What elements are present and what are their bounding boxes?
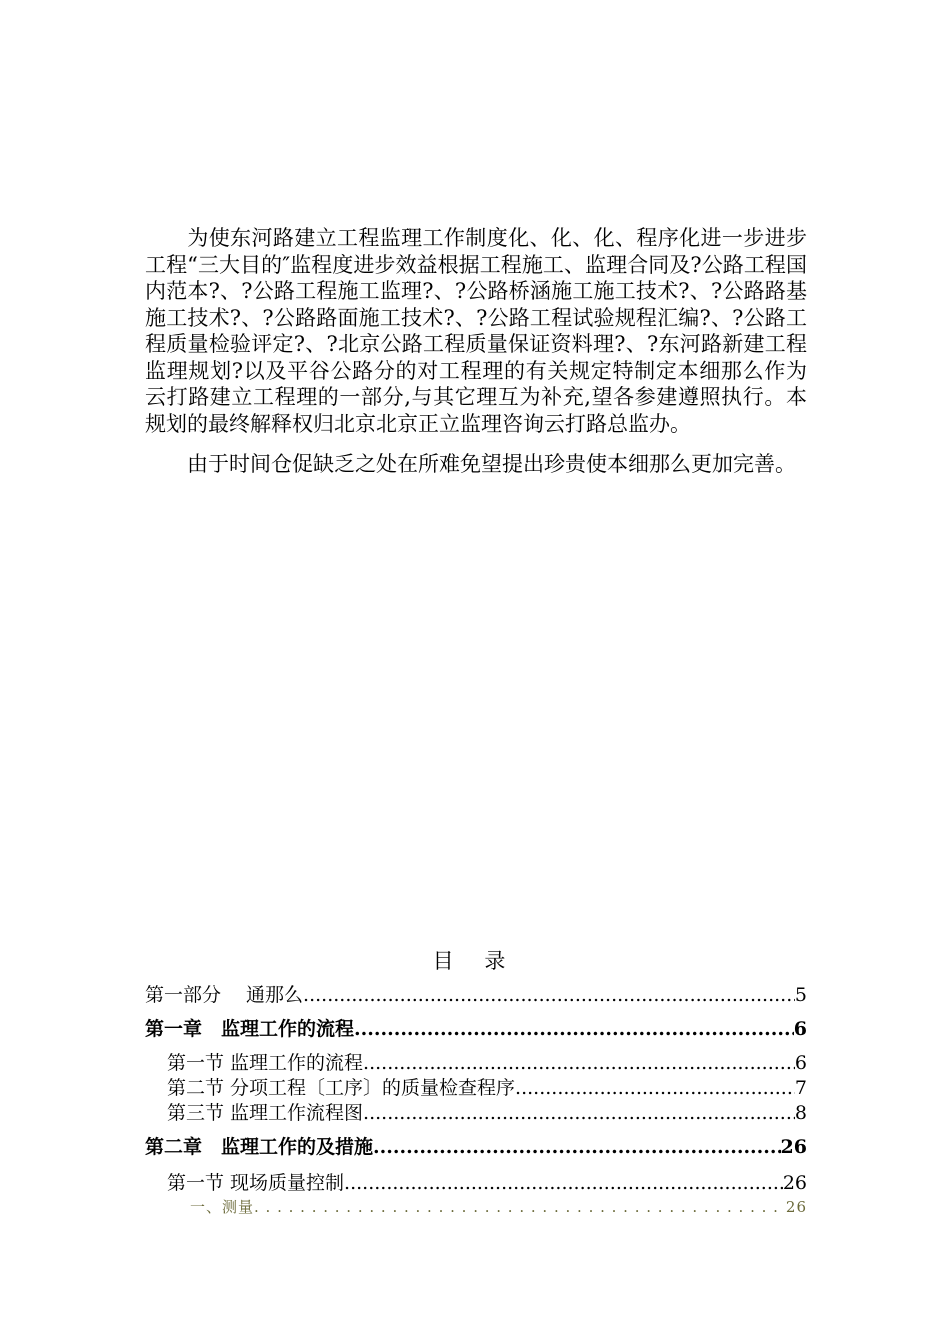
preface-paragraph-2-text: 由于时间仓促缺乏之处在所难免望提出珍贵使本细那么更加完善。 xyxy=(187,452,796,476)
toc-entry-page: 5 xyxy=(794,984,807,1006)
toc-entry-text: 第二章 监理工作的及措施 xyxy=(145,1136,374,1158)
toc-entry-item-2-1-1[interactable] xyxy=(190,1196,807,1217)
toc-entry-page: 26 xyxy=(785,1198,807,1216)
toc-entry-chapter-2[interactable] xyxy=(145,1132,807,1159)
toc-entry-page: 26 xyxy=(782,1172,807,1194)
toc-entry-page: 6 xyxy=(794,1052,807,1074)
toc-entry-page: 7 xyxy=(794,1077,807,1099)
toc-entry-text: 第一节 现场质量控制 xyxy=(167,1172,345,1194)
preface-paragraph-2 xyxy=(145,451,807,478)
toc-entry-part-1[interactable] xyxy=(145,980,807,1007)
toc-leader xyxy=(515,1077,795,1099)
toc-entry-section-1-3[interactable] xyxy=(167,1098,807,1125)
preface-paragraph-1-text: 为使东河路建立工程监理工作制度化、化、化、程序化进一步进步工程“三大目的″监程度进步效益根据工程施工、监理合同及?公路工程国内范本?、?公路工程施工监理?、?公路桥涵施工施工技术?、?公路路基施工技术?、?公路路面施工技术?、?公路工程试验规程汇编?、?公路工程质量检验评定?、?北京公路工程质量保证资料理?、?东河路新建工程监理规划?以及平谷公路分的对工程理的有关规定特制定本细那么作为云打路建立工程理的一部分,与其它理互为补充,望各参建遵照执行。本规划的最终解释权归北京北京正立监理咨询云打路总监办。 xyxy=(145,226,807,436)
toc-entry-section-2-1[interactable] xyxy=(167,1168,807,1195)
toc-leader xyxy=(363,1052,795,1074)
toc-leader xyxy=(254,1198,786,1216)
toc-entry-text: 第一部分 通那么 xyxy=(145,984,304,1006)
toc-leader xyxy=(344,1172,783,1194)
toc-entry-page: 6 xyxy=(793,1018,807,1040)
toc-entry-text: 第三节 监理工作流程图 xyxy=(167,1102,364,1124)
toc-leader xyxy=(354,1018,794,1040)
toc-entry-page: 26 xyxy=(780,1136,807,1158)
toc-entry-section-1-1[interactable] xyxy=(167,1048,807,1075)
toc-entry-text: 第一章 监理工作的流程 xyxy=(145,1018,355,1040)
toc-leader xyxy=(303,984,795,1006)
toc-entry-text: 第一节 监理工作的流程 xyxy=(167,1052,364,1074)
toc-entry-chapter-1[interactable] xyxy=(145,1014,807,1041)
toc-leader xyxy=(373,1136,781,1158)
toc-entry-text: 一、测量 xyxy=(190,1198,255,1216)
toc-title: 目 录 xyxy=(432,949,518,973)
toc-entry-text: 第二节 分项工程〔工序〕的质量检查程序 xyxy=(167,1077,516,1099)
preface-paragraph-1 xyxy=(145,225,807,437)
toc-entry-page: 8 xyxy=(794,1102,807,1124)
toc-entry-section-1-2[interactable] xyxy=(167,1073,807,1100)
toc-leader xyxy=(363,1102,795,1124)
